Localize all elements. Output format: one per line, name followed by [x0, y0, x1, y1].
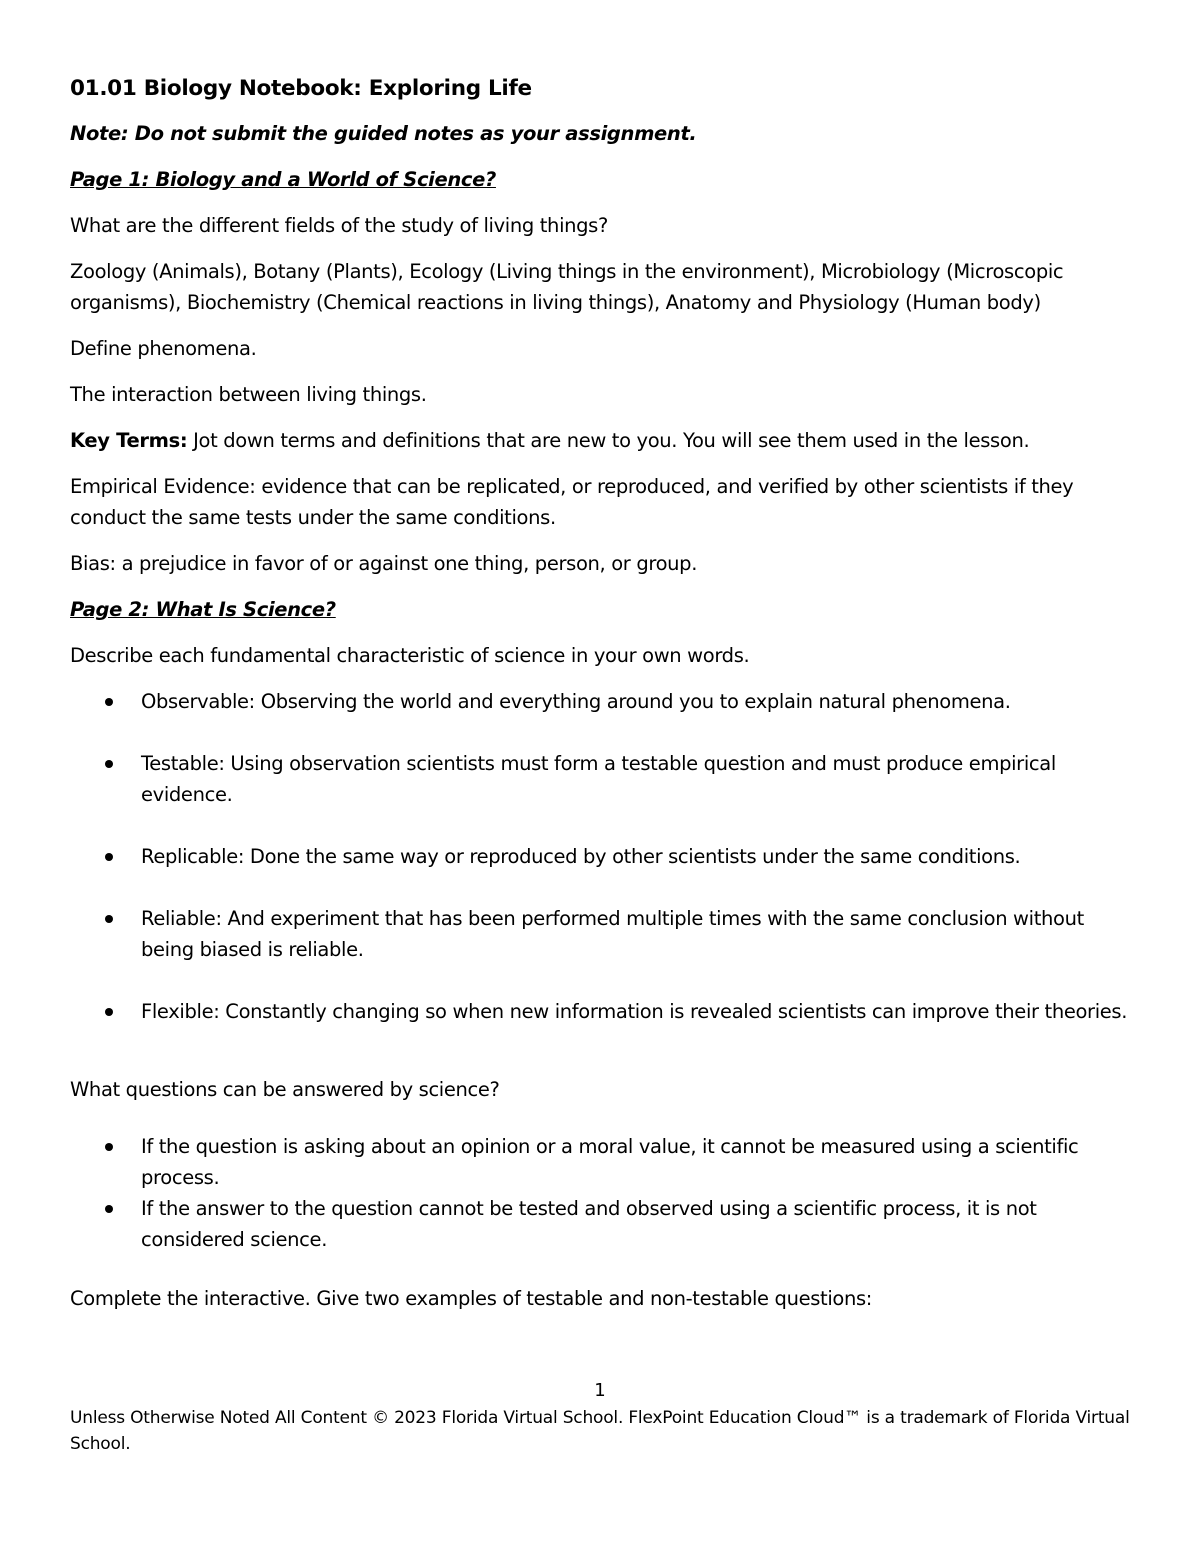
page2-question-interactive: Complete the interactive. Give two examples of testable and non-testable questions:: [70, 1287, 873, 1310]
document-title: 01.01 Biology Notebook: Exploring Life: [70, 76, 532, 101]
bullet-icon: [105, 760, 113, 768]
list-item: [70, 748, 1130, 810]
list-item: [70, 1193, 1130, 1255]
page-number: 1: [594, 1380, 606, 1401]
bullet-icon: [105, 915, 113, 923]
list-item-text: Observable: Observing the world and everything around you to explain natural phenomena.: [141, 690, 1011, 713]
page2-question-characteristics: Describe each fundamental characteristic of science in your own words.: [70, 644, 750, 667]
bullet-icon: [105, 1008, 113, 1016]
list-item: [70, 841, 1130, 872]
bullet-icon: [105, 853, 113, 861]
bullet-icon: [105, 1143, 113, 1151]
document-body: [70, 72, 1130, 1329]
key-terms-label: Key Terms:: [70, 429, 188, 452]
list-item: [70, 903, 1130, 965]
term-empirical-evidence: Empirical Evidence: evidence that can be replicated, or reproduced, and verified by other scientists if they conduct the same tests under the same conditions.: [70, 475, 1074, 529]
term-bias: Bias: a prejudice in favor of or against one thing, person, or group.: [70, 552, 698, 575]
bullet-icon: [105, 1205, 113, 1213]
list-item-text: Testable: Using observation scientists must form a testable question and must produce empirical evidence.: [141, 752, 1056, 806]
answerable-list: [70, 1131, 1130, 1255]
page1-question-phenomena: Define phenomena.: [70, 337, 257, 360]
page1-heading: Page 1: Biology and a World of Science?: [70, 168, 496, 191]
list-item-text: Flexible: Constantly changing so when new information is revealed scientists can improve their theories.: [141, 1000, 1128, 1023]
page2-heading: Page 2: What Is Science?: [70, 598, 336, 621]
page2-question-answerable: What questions can be answered by science?: [70, 1078, 500, 1101]
list-item-text: If the answer to the question cannot be tested and observed using a scientific process, it is not considered science.: [141, 1197, 1037, 1251]
footer-copyright: Unless Otherwise Noted All Content © 2023 Florida Virtual School. FlexPoint Education Cloud™ is a trademark of Florida Virtual School.: [70, 1408, 1130, 1454]
bullet-icon: [105, 698, 113, 706]
characteristics-list: [70, 686, 1130, 1027]
key-terms-text: Jot down terms and definitions that are new to you. You will see them used in the lesson.: [187, 429, 1030, 452]
list-item: [70, 996, 1130, 1027]
page1-answer-phenomena: The interaction between living things.: [70, 383, 427, 406]
list-item-text: If the question is asking about an opinion or a moral value, it cannot be measured using a scientific process.: [141, 1135, 1079, 1189]
list-item: [70, 1131, 1130, 1193]
note: Note: Do not submit the guided notes as your assignment.: [70, 122, 697, 145]
page1-question-fields: What are the different fields of the study of living things?: [70, 214, 608, 237]
list-item-text: Reliable: And experiment that has been performed multiple times with the same conclusion without being biased is reliable.: [141, 907, 1084, 961]
list-item-text: Replicable: Done the same way or reproduced by other scientists under the same conditions.: [141, 845, 1021, 868]
page1-answer-fields: Zoology (Animals), Botany (Plants), Ecology (Living things in the environment), Microbiology (Microscopic organisms), Biochemistry (Chemical reactions in living things), Anatomy and Physiology (Human body): [70, 260, 1064, 314]
list-item: [70, 686, 1130, 717]
key-terms: [70, 425, 1130, 456]
